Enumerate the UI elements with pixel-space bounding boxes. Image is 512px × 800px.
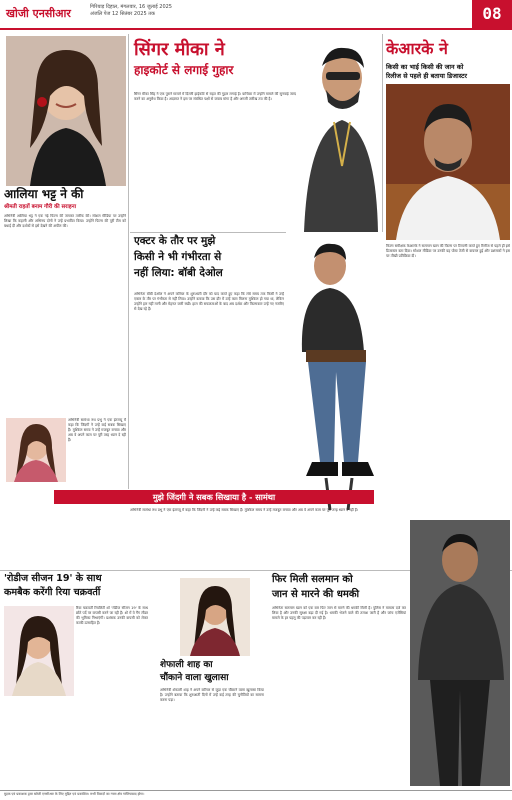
salman-photo — [410, 520, 510, 786]
rhea-photo — [4, 606, 74, 696]
alia-subheadline: श्रीमती राहतों बनाम गौरी की सराहना — [4, 204, 76, 210]
mika-photo — [298, 36, 380, 232]
rhea-body-paragraph: रिया चक्रवर्ती रियलिटी शो 'रोडीज सीजन 19' के साथ छोटे पर्दे पर वापसी करने जा रही हैं। शो में वे गैंग लीडर की भूमिका निभाएंगी। प्रशंसक उनकी वापसी को लेकर काफी उत्साहित हैं। — [76, 606, 148, 625]
bobby-photo — [286, 232, 384, 510]
footer-imprint: मुद्रक एवं प्रकाशक द्वारा खोजी एनसीआर के लिए मुद्रित एवं प्रकाशित। सभी विवादों का न्याय क्षेत्र गाजियाबाद होगा। — [0, 790, 512, 800]
column-divider — [128, 34, 129, 489]
shefali-photo — [180, 578, 250, 656]
mika-body — [134, 92, 296, 228]
krk-body — [386, 244, 510, 562]
rhea-headline-1: 'रोडीज सीजन 19' के साथ — [4, 573, 102, 584]
bobby-headline-2: किसी ने भी गंभीरता से — [134, 251, 222, 263]
samantha-body-paragraph: अभिनेत्री सामंथा रुथ प्रभु ने एक इंटरव्यू में कहा कि जिंदगी ने उन्हें कई सबक सिखाए हैं। मुश्किल समय ने उन्हें मजबूत बनाया और अब वे अपने काम पर पूरी तरह ध्यान दे रही हैं। — [130, 508, 359, 512]
shefali-headline-1: शेफाली शाह का — [160, 660, 213, 670]
shefali-body — [160, 688, 264, 784]
masthead — [0, 0, 512, 30]
bobby-headline-3: नहीं लिया: बॉबी देओल — [134, 267, 223, 279]
shefali-headline-2: चौंकाने वाला खुलासा — [160, 673, 229, 683]
salman-body-paragraph: अभिनेता सलमान खान को एक बार फिर जान से मारने की धमकी मिली है। पुलिस ने मामला दर्ज कर लिया है और उनकी सुरक्षा बढ़ा दी गई है। धमकी भेजने वाले की तलाश जारी है और जांच एजेंसियां मामले के हर पहलू की पड़ताल कर रही हैं। — [272, 606, 406, 620]
alia-body — [4, 214, 126, 414]
date-text: गिरियाड़ दिहाल, मंगलवार, 16 जुलाई 2025 — [90, 4, 172, 10]
krk-headline: केआरके ने — [386, 39, 448, 58]
bobby-headline-1: एक्टर के तौर पर मुझे — [134, 235, 216, 247]
salman-headline-1: फिर मिली सलमान को — [272, 574, 353, 585]
mika-body-paragraph: सिंगर मीका सिंह ने एक पुराने मामले में दिल्ली हाईकोर्ट से राहत की गुहार लगाई है। याचिका में उन्होंने मामले की सुनवाई जल्द करने का अनुरोध किया है। अदालत ने इस पर संबंधित पक्षों से जवाब मांगा है और अगली तारीख तय की है। — [134, 92, 296, 101]
alia-headline-line1: आलिया भट्ट ने की — [4, 187, 84, 201]
shefali-body-paragraph: अभिनेत्री शेफाली शाह ने अपने करियर से जुड़ा एक चौंकाने वाला खुलासा किया है। उन्होंने बताया कि शुरुआती दिनों में उन्हें कई तरह की चुनौतियों का सामना करना पड़ा। — [160, 688, 264, 702]
rhea-body — [76, 606, 148, 784]
date-line — [90, 4, 270, 18]
sub-line-text: अंजलि पेज 12 सितंबर 2025 तक — [90, 11, 155, 17]
krk-subheadline-1: किसी का भाई किसी की जान को — [386, 63, 464, 71]
samantha-side-text — [68, 418, 126, 484]
bobby-body-paragraph: अभिनेता बॉबी देओल ने अपने करियर के शुरुआती दौर को याद करते हुए कहा कि लंबे समय तक किसी ने उन्हें एक्टर के तौर पर गंभीरता से नहीं लिया। उन्होंने बताया कि उस दौर में उन्हें काम मिलना मुश्किल हो गया था, लेकिन उन्होंने हार नहीं मानी और मेहनत जारी रखी। हाल की सफलताओं के बाद अब दर्शक और फिल्मकार उन्हें नए नजरिए से देख रहे हैं। — [134, 292, 284, 311]
alia-headline — [4, 188, 128, 201]
salman-body — [272, 606, 406, 784]
alia-body-paragraph: अभिनेत्री आलिया भट्ट ने एक नई फिल्म की जमकर तारीफ की। सोशल मीडिया पर उन्होंने लिखा कि कहानी और अभिनय दोनों ने उन्हें प्रभावित किया। उन्होंने फिल्म की पूरी टीम को बधाई दी और दर्शकों से इसे देखने की अपील की। — [4, 214, 126, 228]
bobby-body — [134, 292, 284, 482]
mika-headline: सिंगर मीका ने — [134, 39, 225, 60]
salman-headline-2: जान से मारने की धमकी — [272, 589, 360, 600]
mika-subheadline: हाइकोर्ट से लगाई गुहार — [134, 63, 234, 77]
alia-photo — [6, 36, 126, 186]
krk-subheadline-2: रिलीज से पहले ही बताया डिजास्टर — [386, 72, 467, 80]
samantha-body — [130, 508, 378, 566]
page-number: 08 — [472, 0, 512, 28]
rhea-headline-2: कमबैक करेंगी रिया चक्रवर्ती — [4, 587, 101, 598]
samantha-banner: मुझे जिंदगी ने सबक सिखाया है - सामंथा — [54, 490, 374, 504]
samantha-side-paragraph: अभिनेत्री सामंथा रुथ प्रभु ने एक इंटरव्यू में कहा कि जिंदगी ने उन्हें कई सबक सिखाए हैं। मुश्किल समय ने उन्हें मजबूत बनाया और अब वे अपने काम पर पूरी तरह ध्यान दे रही हैं। — [68, 418, 126, 442]
samantha-photo — [6, 418, 66, 482]
krk-photo — [386, 84, 510, 240]
krk-body-paragraph: फिल्म समीक्षक केआरके ने सलमान खान की फिल्म पर टिप्पणी करते हुए रिलीज से पहले ही इसे डिजास्टर बता दिया। सोशल मीडिया पर उनकी यह पोस्ट तेजी से वायरल हुई और प्रशंसकों ने इस पर तीखी प्रतिक्रिया दी। — [386, 244, 510, 258]
newspaper-brand: खोजी एनसीआर — [6, 7, 71, 20]
